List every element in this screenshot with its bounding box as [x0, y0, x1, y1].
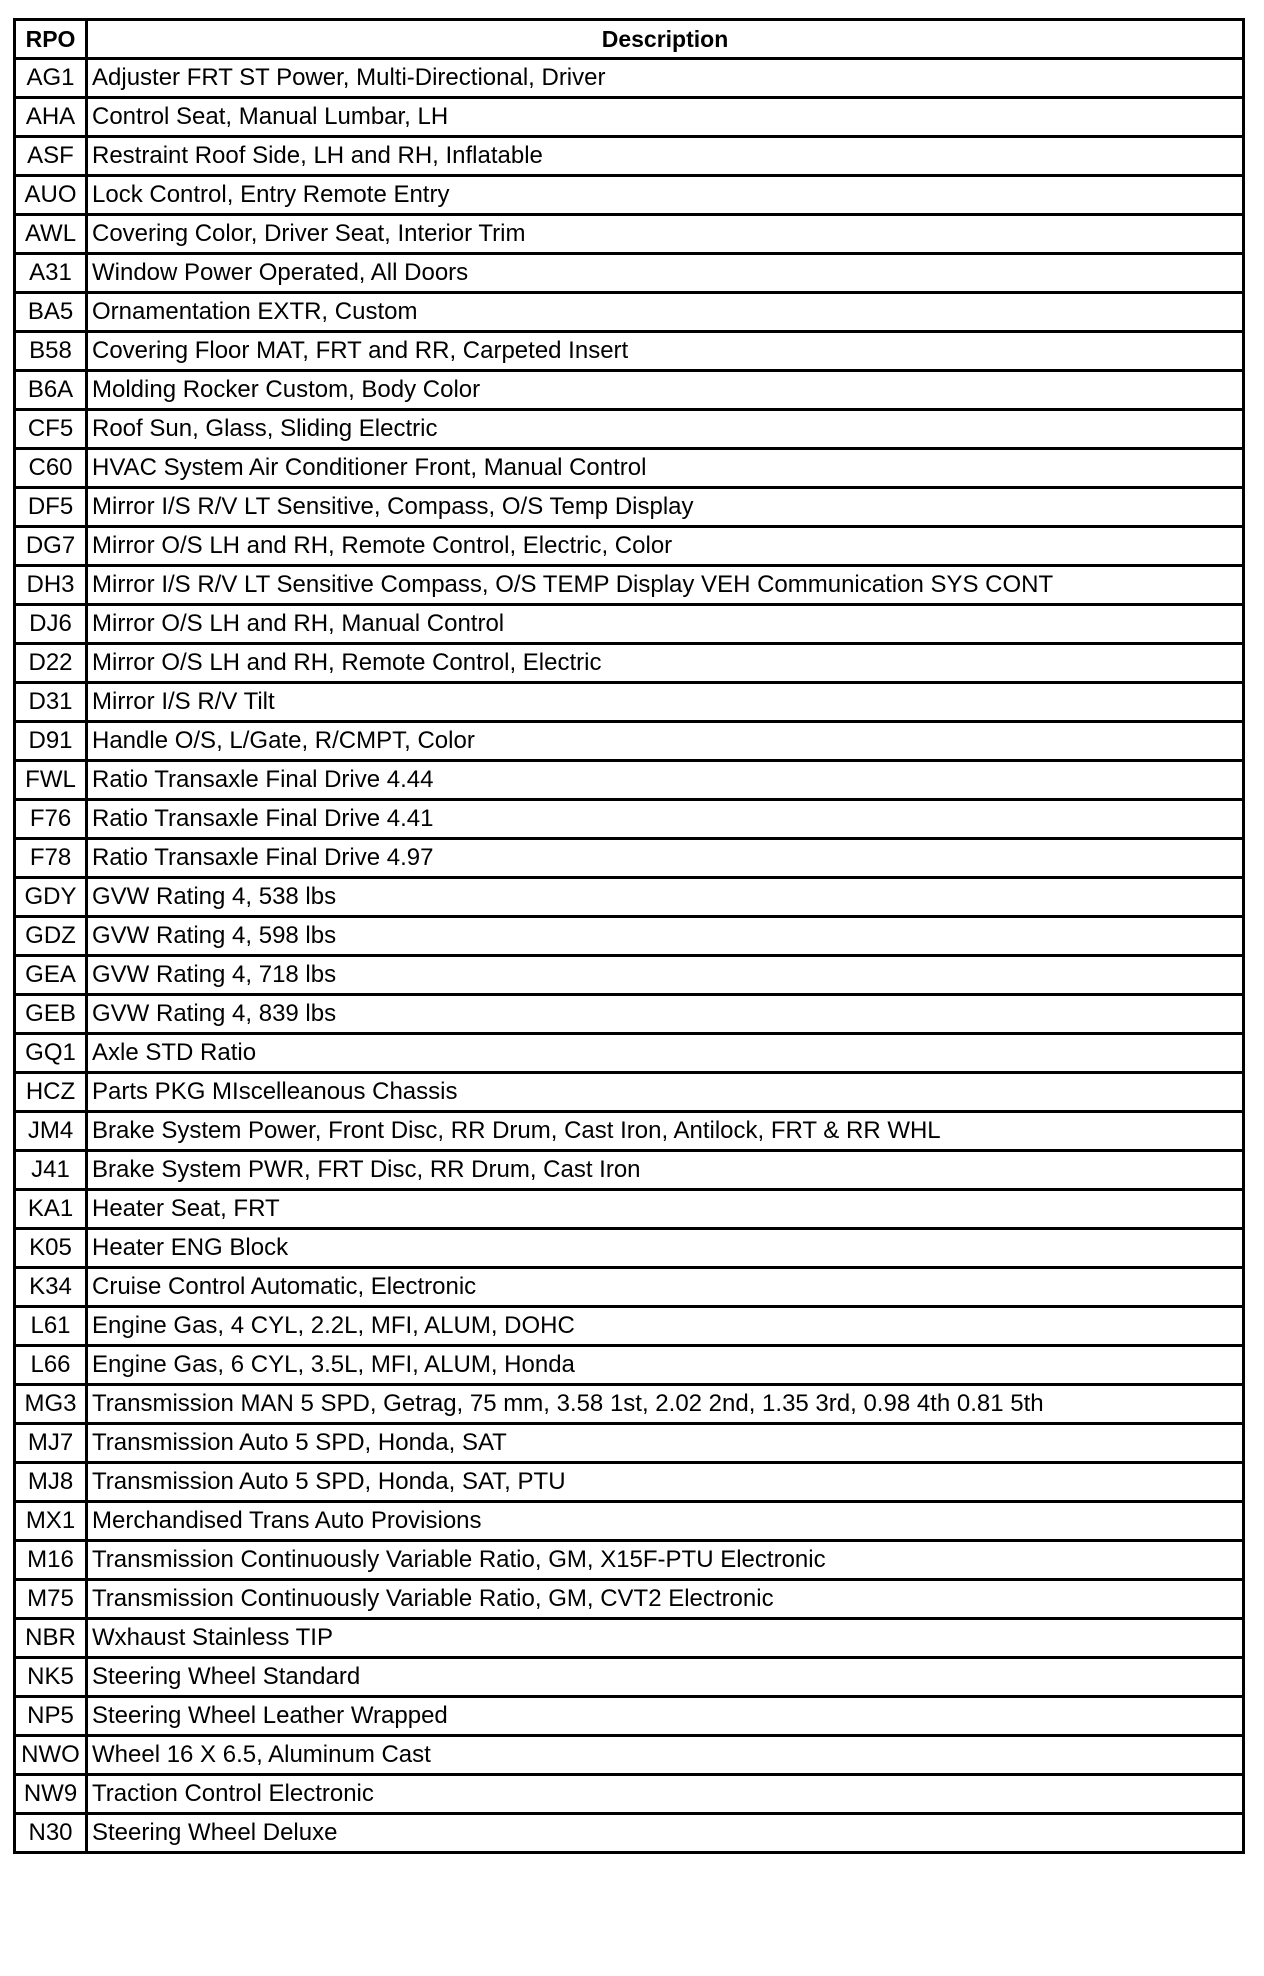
- table-row: [15, 839, 1244, 878]
- table-row: [15, 1190, 1244, 1229]
- description-cell: Mirror O/S LH and RH, Remote Control, Electric, Color: [87, 527, 1244, 566]
- table-row: [15, 254, 1244, 293]
- description-cell: Mirror I/S R/V Tilt: [87, 683, 1244, 722]
- rpo-code-cell: GDY: [15, 878, 87, 917]
- rpo-code-cell: M75: [15, 1580, 87, 1619]
- rpo-code-cell: CF5: [15, 410, 87, 449]
- description-cell: Transmission Auto 5 SPD, Honda, SAT, PTU: [87, 1463, 1244, 1502]
- table-row: [15, 59, 1244, 98]
- rpo-code-cell: KA1: [15, 1190, 87, 1229]
- rpo-code-cell: ASF: [15, 137, 87, 176]
- rpo-code-cell: NW9: [15, 1775, 87, 1814]
- rpo-code-cell: GDZ: [15, 917, 87, 956]
- table-row: [15, 137, 1244, 176]
- description-cell: Brake System PWR, FRT Disc, RR Drum, Cast Iron: [87, 1151, 1244, 1190]
- rpo-code-cell: K34: [15, 1268, 87, 1307]
- table-row: [15, 1268, 1244, 1307]
- table-row: [15, 1346, 1244, 1385]
- table-row: [15, 1619, 1244, 1658]
- description-cell: Covering Floor MAT, FRT and RR, Carpeted Insert: [87, 332, 1244, 371]
- table-row: [15, 644, 1244, 683]
- rpo-code-cell: K05: [15, 1229, 87, 1268]
- description-cell: Ratio Transaxle Final Drive 4.44: [87, 761, 1244, 800]
- rpo-code-cell: BA5: [15, 293, 87, 332]
- rpo-code-cell: NK5: [15, 1658, 87, 1697]
- description-cell: Steering Wheel Leather Wrapped: [87, 1697, 1244, 1736]
- description-cell: Transmission Continuously Variable Ratio, GM, CVT2 Electronic: [87, 1580, 1244, 1619]
- table-row: [15, 761, 1244, 800]
- description-cell: Lock Control, Entry Remote Entry: [87, 176, 1244, 215]
- table-body: [15, 59, 1244, 1853]
- table-row: [15, 1151, 1244, 1190]
- description-cell: Merchandised Trans Auto Provisions: [87, 1502, 1244, 1541]
- rpo-code-cell: A31: [15, 254, 87, 293]
- table-row: [15, 1034, 1244, 1073]
- rpo-code-cell: L66: [15, 1346, 87, 1385]
- rpo-code-cell: J41: [15, 1151, 87, 1190]
- table-row: [15, 1502, 1244, 1541]
- description-cell: Transmission Continuously Variable Ratio, GM, X15F-PTU Electronic: [87, 1541, 1244, 1580]
- rpo-code-cell: GQ1: [15, 1034, 87, 1073]
- description-cell: Mirror O/S LH and RH, Manual Control: [87, 605, 1244, 644]
- rpo-table: [13, 18, 1245, 1854]
- description-cell: GVW Rating 4, 538 lbs: [87, 878, 1244, 917]
- rpo-code-cell: HCZ: [15, 1073, 87, 1112]
- table-row: [15, 1580, 1244, 1619]
- description-cell: GVW Rating 4, 839 lbs: [87, 995, 1244, 1034]
- rpo-code-cell: L61: [15, 1307, 87, 1346]
- description-column-header: Description: [87, 20, 1244, 59]
- rpo-code-cell: MG3: [15, 1385, 87, 1424]
- rpo-code-cell: B58: [15, 332, 87, 371]
- table-row: [15, 1424, 1244, 1463]
- rpo-code-cell: B6A: [15, 371, 87, 410]
- rpo-code-cell: FWL: [15, 761, 87, 800]
- description-cell: Axle STD Ratio: [87, 1034, 1244, 1073]
- rpo-code-cell: DG7: [15, 527, 87, 566]
- description-cell: Heater Seat, FRT: [87, 1190, 1244, 1229]
- rpo-code-cell: GEA: [15, 956, 87, 995]
- table-row: [15, 995, 1244, 1034]
- table-row: [15, 1697, 1244, 1736]
- description-cell: Brake System Power, Front Disc, RR Drum, Cast Iron, Antilock, FRT & RR WHL: [87, 1112, 1244, 1151]
- rpo-code-cell: MX1: [15, 1502, 87, 1541]
- rpo-code-cell: DH3: [15, 566, 87, 605]
- rpo-code-cell: D91: [15, 722, 87, 761]
- table-row: [15, 566, 1244, 605]
- description-cell: Cruise Control Automatic, Electronic: [87, 1268, 1244, 1307]
- table-row: [15, 1736, 1244, 1775]
- rpo-code-cell: D31: [15, 683, 87, 722]
- description-cell: Covering Color, Driver Seat, Interior Trim: [87, 215, 1244, 254]
- description-cell: Wxhaust Stainless TIP: [87, 1619, 1244, 1658]
- table-row: [15, 1112, 1244, 1151]
- table-row: [15, 293, 1244, 332]
- table-row: [15, 683, 1244, 722]
- description-cell: Ratio Transaxle Final Drive 4.97: [87, 839, 1244, 878]
- rpo-column-header: RPO: [15, 20, 87, 59]
- rpo-code-cell: MJ7: [15, 1424, 87, 1463]
- description-cell: Molding Rocker Custom, Body Color: [87, 371, 1244, 410]
- description-cell: Control Seat, Manual Lumbar, LH: [87, 98, 1244, 137]
- description-cell: Parts PKG MIscelleanous Chassis: [87, 1073, 1244, 1112]
- table-header-row: [15, 20, 1244, 59]
- table-row: [15, 917, 1244, 956]
- rpo-code-cell: M16: [15, 1541, 87, 1580]
- description-cell: Ratio Transaxle Final Drive 4.41: [87, 800, 1244, 839]
- description-cell: Ornamentation EXTR, Custom: [87, 293, 1244, 332]
- description-cell: Transmission Auto 5 SPD, Honda, SAT: [87, 1424, 1244, 1463]
- table-row: [15, 1073, 1244, 1112]
- table-row: [15, 98, 1244, 137]
- rpo-code-cell: JM4: [15, 1112, 87, 1151]
- rpo-code-cell: AG1: [15, 59, 87, 98]
- description-cell: Mirror O/S LH and RH, Remote Control, Electric: [87, 644, 1244, 683]
- rpo-code-cell: NWO: [15, 1736, 87, 1775]
- rpo-code-cell: DJ6: [15, 605, 87, 644]
- description-cell: HVAC System Air Conditioner Front, Manual Control: [87, 449, 1244, 488]
- description-cell: Mirror I/S R/V LT Sensitive Compass, O/S TEMP Display VEH Communication SYS CONT: [87, 566, 1244, 605]
- description-cell: Mirror I/S R/V LT Sensitive, Compass, O/S Temp Display: [87, 488, 1244, 527]
- description-cell: Handle O/S, L/Gate, R/CMPT, Color: [87, 722, 1244, 761]
- description-cell: Heater ENG Block: [87, 1229, 1244, 1268]
- rpo-code-cell: N30: [15, 1814, 87, 1853]
- rpo-code-cell: D22: [15, 644, 87, 683]
- table-row: [15, 956, 1244, 995]
- table-row: [15, 527, 1244, 566]
- description-cell: Traction Control Electronic: [87, 1775, 1244, 1814]
- rpo-table-container: [13, 18, 1242, 1854]
- description-cell: Steering Wheel Deluxe: [87, 1814, 1244, 1853]
- rpo-code-cell: AWL: [15, 215, 87, 254]
- rpo-code-cell: F78: [15, 839, 87, 878]
- table-row: [15, 1658, 1244, 1697]
- rpo-code-cell: AUO: [15, 176, 87, 215]
- description-cell: Window Power Operated, All Doors: [87, 254, 1244, 293]
- description-cell: Engine Gas, 4 CYL, 2.2L, MFI, ALUM, DOHC: [87, 1307, 1244, 1346]
- table-row: [15, 1814, 1244, 1853]
- rpo-code-cell: MJ8: [15, 1463, 87, 1502]
- table-row: [15, 1463, 1244, 1502]
- rpo-code-cell: DF5: [15, 488, 87, 527]
- table-row: [15, 722, 1244, 761]
- table-row: [15, 878, 1244, 917]
- table-row: [15, 1307, 1244, 1346]
- table-row: [15, 1385, 1244, 1424]
- description-cell: Restraint Roof Side, LH and RH, Inflatable: [87, 137, 1244, 176]
- description-cell: Roof Sun, Glass, Sliding Electric: [87, 410, 1244, 449]
- rpo-code-cell: F76: [15, 800, 87, 839]
- description-cell: GVW Rating 4, 718 lbs: [87, 956, 1244, 995]
- table-row: [15, 410, 1244, 449]
- rpo-code-cell: NP5: [15, 1697, 87, 1736]
- rpo-code-cell: AHA: [15, 98, 87, 137]
- table-row: [15, 449, 1244, 488]
- rpo-code-cell: NBR: [15, 1619, 87, 1658]
- description-cell: GVW Rating 4, 598 lbs: [87, 917, 1244, 956]
- description-cell: Transmission MAN 5 SPD, Getrag, 75 mm, 3.58 1st, 2.02 2nd, 1.35 3rd, 0.98 4th 0.81 5th: [87, 1385, 1244, 1424]
- table-row: [15, 605, 1244, 644]
- description-cell: Steering Wheel Standard: [87, 1658, 1244, 1697]
- description-cell: Adjuster FRT ST Power, Multi-Directional, Driver: [87, 59, 1244, 98]
- table-row: [15, 176, 1244, 215]
- table-row: [15, 332, 1244, 371]
- table-row: [15, 1541, 1244, 1580]
- table-row: [15, 215, 1244, 254]
- description-cell: Wheel 16 X 6.5, Aluminum Cast: [87, 1736, 1244, 1775]
- table-row: [15, 488, 1244, 527]
- table-row: [15, 371, 1244, 410]
- table-row: [15, 1229, 1244, 1268]
- rpo-code-cell: GEB: [15, 995, 87, 1034]
- table-row: [15, 800, 1244, 839]
- table-row: [15, 1775, 1244, 1814]
- rpo-code-cell: C60: [15, 449, 87, 488]
- description-cell: Engine Gas, 6 CYL, 3.5L, MFI, ALUM, Honda: [87, 1346, 1244, 1385]
